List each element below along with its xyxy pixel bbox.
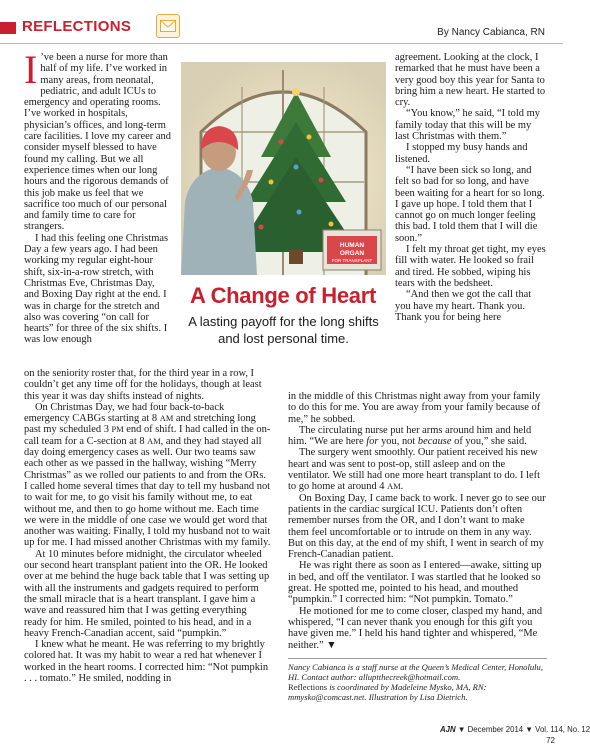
byline: By Nancy Cabianca, RN: [437, 27, 545, 38]
paragraph: I felt my throat get tight, my eyes fill with water. He looked so frail and tired. He sobbed, wiping his tears with the bedsheet.: [395, 244, 546, 289]
article-title: A Change of Heart: [190, 283, 376, 308]
coordinator-note: is coordinated by Madeleine Mysko, MA, RN: mmysko@comcast.net. Illustration by Lisa Dietrich.: [288, 682, 487, 702]
left-column: [24, 47, 172, 346]
paragraph: On Boxing Day, I came back to work. I never go to see our patients in the cardiac surgical ICU. Patients don’t often remember nurses from the OR, and I don’t want to make them feel uncomfortable or to intrude on them in any way. But on this day, at the end of my shift, I went in search of my French-Canadian patient.: [288, 492, 546, 561]
author-credits: [288, 662, 547, 702]
paragraph: I had this feeling one Christmas Day a few years ago. I had been working my regular eight-hour shift, six-in-a-row stretch, with Christmas Eve, Christmas Day, and Boxing Day right at the end. I was in charge for the stretch and also was covering “on call for hearts” for three of the six shifts. I was low enough: [24, 232, 169, 346]
paragraph: At 10 minutes before midnight, the circulator wheeled our second heart transplant patient into the OR. He looked over at me behind the huge back table that I was setting up with all the instruments and gadgets required to perform the small miracle that is a heart transplant. I gave him a wave and reassured him that I was getting everything ready for him. He smiled, pointed to his head, and in a heavy French-Canadian accent, said “pumpkin.”: [24, 548, 270, 639]
svg-text:HUMAN: HUMAN: [339, 242, 365, 249]
article-illustration: [181, 62, 386, 275]
page-number: 72: [546, 736, 555, 745]
credits-rule: [288, 658, 547, 659]
section-marker: [0, 22, 16, 34]
envelope-icon: [156, 14, 180, 38]
paragraph: I stopped my busy hands and listened.: [395, 142, 528, 165]
paragraph: “I have been sick so long, and felt so bad for so long, and have been waiting for a heart for so long. I gave up hope. I told them that I cannot go on much longer feeling this bad. I told them that I will die soon.”: [395, 164, 545, 244]
journal-footer: [440, 725, 590, 734]
paragraph: He motioned for me to come closer, clasped my hand, and whispered, “I can never thank you enough for this gift you have given me.” I held his hand tighter and whispered, “Me neither.” ▼: [288, 605, 543, 651]
paragraph: I knew what he meant. He was referring to my brightly colored hat. It was my habit to wear a red hat whenever I worked in the heart rooms. I corrected him: “Not pumpkin . . . tomato.” He smiled, nodding in: [24, 639, 269, 685]
left-column-lower: [24, 368, 272, 684]
right-column-lower: [288, 391, 547, 651]
paragraph: The circulating nurse put her arms around him and held him. “We are here for you, not because of you,” she said.: [288, 424, 532, 448]
paragraph: I ’ve been a nurse for more than half of my life. I’ve worked in many areas, from neonatal, pediatric, and adult ICUs to emergency and operating rooms. I’ve worked in hospitals, physician’s offices, and long-term care facilities. I love my career and consider myself blessed to have found my calling. But we all experience times when our long hours and the rigorous demands of this job make us feel that we sacrifice too much of our personal and family time to care for strangers.: [24, 47, 171, 233]
window-tree-illustration: [181, 62, 386, 275]
svg-text:ORGAN: ORGAN: [339, 250, 365, 257]
paragraph: The surgery went smoothly. Our patient received his new heart and was sent to post-op, still asleep and on the ventilator. We still had one more heart transplant to do. I left to go home at around 4 AM.: [288, 447, 541, 493]
journal-name: AJN: [440, 725, 456, 734]
right-column: [395, 52, 547, 323]
author-bio: Nancy Cabianca is a staff nurse at the Queen’s Medical Center, Honolulu, HI. Contact author: alluptthecreek@hotmail.com.: [288, 662, 543, 682]
header-rule: [0, 43, 563, 44]
paragraph: “You know,” he said, “I told my family today that this will be my last Christmas with them.”: [395, 108, 540, 143]
paragraph: on the seniority roster that, for the third year in a row, I couldn’t get any time off for the holidays, though at least this year it was day shifts instead of nights.: [24, 368, 262, 402]
article-deck: A lasting payoff for the long shifts and lost personal time.: [188, 314, 379, 346]
paragraph: “And then we got the call that you have my heart. Thank you. Thank you for being here: [395, 289, 532, 323]
end-mark: ▼: [323, 639, 337, 651]
section-label: REFLECTIONS: [22, 18, 132, 35]
page-header: [0, 0, 563, 48]
paragraph: On Christmas Day, we had four back-to-back emergency CABGs starting at 8 AM and stretching long past my scheduled 3 PM end of shift. I had called in the on-call team for a C-section at 8 AM, and they had stayed all day doing emergency cases as well. Our two teams saw each other as we passed in the hallway, wishing “Merry Christmas” as we rolled our patients to and from the ORs. I called home several times that day to tell my husband not to wait for me, to go visit his family without me, to eat without me, and then to go home without me. Each time we were in the middle of one case we would get word that another was waiting. Finally, I told my husband not to wait up for me. I had missed another Christmas with my family.: [24, 401, 271, 549]
reflections-word: Reflections: [288, 682, 328, 692]
svg-text:FOR TRANSPLANT: FOR TRANSPLANT: [331, 258, 373, 263]
drop-cap: I: [24, 47, 38, 92]
paragraph: He was right there as soon as I entered—awake, sitting up in bed, and off the ventilator. I was startled that he looked so great. He spotted me, pointed to his head, and mouthed “pumpkin.” I corrected him: “Not pumpkin. Tomato.”: [288, 560, 542, 606]
issue-info: ▼ December 2014 ▼ Vol. 114, No. 12: [455, 725, 590, 734]
paragraph: in the middle of this Christmas night away from your family to do this for me. You are away from your family because of me,” he sobbed.: [288, 391, 541, 425]
paragraph: agreement. Looking at the clock, I remarked that he must have been a very good boy this year for Santa to bring him a new heart. He started to cry.: [395, 52, 546, 109]
